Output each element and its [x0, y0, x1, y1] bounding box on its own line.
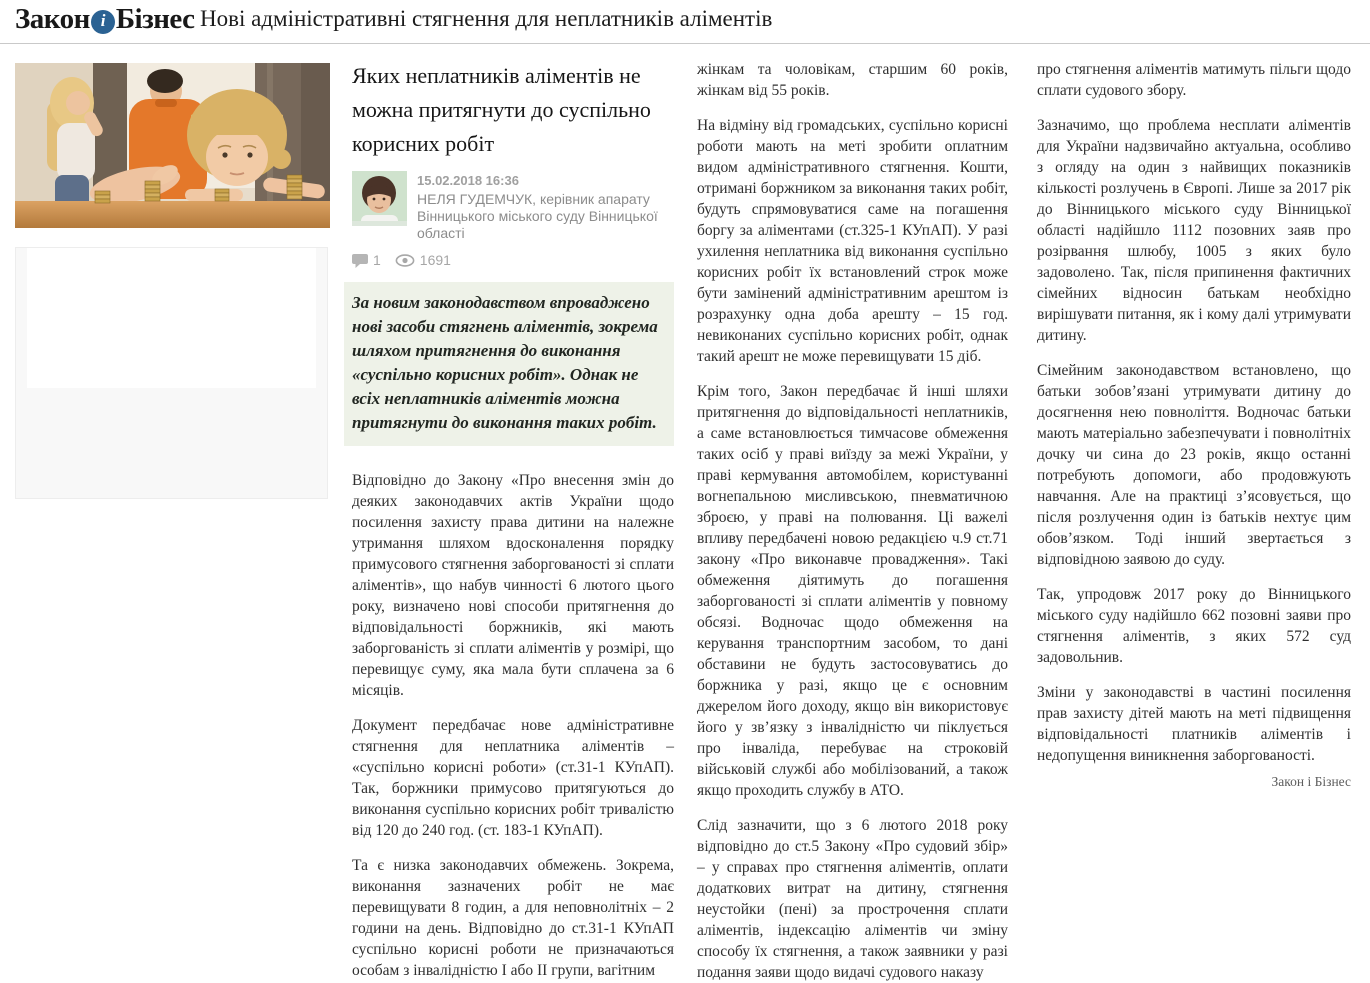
article-stats	[352, 252, 674, 268]
eye-icon	[395, 254, 415, 267]
article-paragraph: Так, упродовж 2017 року до Вінницького міського суду надійшло 662 позовні заяви про стягнення аліментів, з яких 572 суд задовольнив.	[1037, 586, 1351, 666]
article-source: Закон і Бізнес	[1271, 774, 1351, 789]
logo-i-icon: і	[91, 10, 115, 34]
article-column-3	[1037, 59, 1351, 790]
article-paragraph: про стягнення аліментів матимуть пільги щодо сплати судового збору.	[1037, 61, 1351, 99]
article-paragraph: Сімейним законодавством встановлено, що батьки зобов’язані утримувати дитину до досягнення нею повноліття. Водночас батьки мають матеріально забезпечувати і повнолітніх дочку чи сина до 23 років, якщо останні потребують допомоги, або продовжують навчання. Але на практиці з’ясовується, що після розлучення один із батьків нехтує цим обов’язком. Тоді інший звертається з відповідною заявою до суду.	[1037, 362, 1351, 568]
views-count: 1691	[419, 252, 451, 268]
article-column-1	[352, 59, 674, 981]
article-paragraph: Зміни у законодавстві в частині посилення прав захисту дітей мають на меті підвищення відповідальності платників аліментів і недопущення виникнення заборгованості.	[1037, 684, 1351, 764]
article-column-2	[697, 59, 1008, 983]
article-photo	[15, 63, 330, 228]
article-lead: За новим законодавством впроваджено нові засоби стягнень аліментів, зокрема шляхом притягнення до виконання «суспільно корисних робіт». Однак не всіх неплатників аліментів можна притягнути до виконання таких робіт.	[344, 282, 674, 446]
article-headline: Яких неплатників аліментів не можна притягнути до суспільно корисних робіт	[352, 63, 651, 156]
site-logo[interactable]	[15, 3, 195, 36]
article-paragraph: Та є низка законодавчих обмежень. Зокрема, виконання зазначених робіт не має перевищувати 8 годин, а для неповнолітніх – 2 години на день. Відповідно до ст.31-1 КУпАП суспільно корисні роботи не призначаються особам з інвалідністю I або II групи, вагітним	[352, 857, 674, 979]
logo-text-biznes: Бізнес	[115, 3, 195, 35]
comments-stat[interactable]	[352, 252, 381, 268]
article-paragraph: Документ передбачає нове адміністративне стягнення для неплатника аліментів – «суспільно корисні роботи» (ст.31-1 КУпАП). Так, боржники примусово притягуються до виконання суспільно корисних робіт тривалістю від 120 до 240 год. (ст. 183-1 КУпАП).	[352, 717, 674, 839]
comments-count: 1	[373, 252, 381, 268]
speech-bubble-icon	[352, 253, 368, 268]
ad-placeholder	[15, 247, 328, 499]
article-paragraph: Крім того, Закон передбачає й інші шляхи притягнення до відповідальності неплатників, а саме встановлюється тимчасове обмеження таких осіб у праві виїзду за межі України, у праві кермування автомобілем, користуванні вогнепальною мисливською, пневматичною зброєю, у праві на полювання. Ці важелі впливу передбачені новою редакцією ч.9 ст.71 закону «Про виконавче провадження». Такі обмеження діятимуть до погашення заборгованості зі сплати аліментів у повному обсязі. Водночас щодо обмеження на керування транспортним засобом, то дані обставини не будуть застосовуватись до боржника у разі, якщо це є основним джерелом його доходу, якщо він використовує його у зв’язку з інвалідністю чи піклується про інваліда, перебуває на строковій військовій службі або мобілізований, а також якщо проходить службу в АТО.	[697, 383, 1008, 799]
article-meta	[352, 171, 674, 242]
page-title: Нові адміністративні стягнення для неплатників аліментів	[200, 6, 773, 31]
article-body-column-1	[352, 470, 674, 981]
author-avatar	[352, 171, 407, 226]
article-body-column-2	[697, 59, 1008, 983]
header	[0, 0, 1370, 44]
ad-placeholder-inner	[27, 248, 316, 388]
article-body-column-3	[1037, 59, 1351, 766]
article-paragraph: Зазначимо, що проблема несплати аліментів для України надзвичайно актуальна, особливо з огляду на один з найвищих показників кількості розлучень в Європі. Лише за 2017 рік до Вінницького міського суду Вінницької області надійшло 1112 позовних заяв про розірвання шлюбу, 1005 з яких було задоволено. Так, після припинення фактичних сімейних відносин батькам необхідно вирішувати питання, як і кому далі утримувати дитину.	[1037, 117, 1351, 344]
article-paragraph: жінкам та чоловікам, старшим 60 років, жінкам від 55 років.	[697, 61, 1008, 99]
media-column	[15, 63, 330, 499]
logo-text-zakon: Закон	[15, 3, 90, 35]
article-paragraph: Відповідно до Закону «Про внесення змін до деяких законодавчих актів України щодо посилення захисту права дитини на належне утримання шляхом вдосконалення порядку примусового стягнення заборгованості зі сплати аліментів», що набув чинності 6 лютого цього року, визначено нові способи притягнення до відповідальності боржників, які мають заборгованість зі сплати аліментів у розмірі, що перевищує суму, яка мала бути сплачена за 6 місяців.	[352, 472, 674, 699]
views-stat	[395, 252, 451, 268]
article-paragraph: Слід зазначити, що з 6 лютого 2018 року відповідно до ст.5 Закону «Про судовий збір» – у справах про стягнення аліментів, оплати додаткових витрат на дитину, стягнення неустойки (пені) за прострочення сплати аліментів, індексацію аліментів чи зміну способу їх стягнення, а також заявники у разі подання заяви щодо видачі судового наказу	[697, 817, 1008, 981]
article-paragraph: На відміну від громадських, суспільно корисні роботи мають на меті зробити оплатним видом адміністративного стягнення. Кошти, отримані боржником за виконання таких робіт, будуть спрямовуватися саме на погашення боргу за аліментами (ст.325-1 КУпАП). У разі ухилення неплатника від виконання суспільно корисних робіт їх встановлений строк може бути замінений адміністративним арештом із розрахунку одна доба арешту – 15 год. невиконаних суспільно корисних робіт, однак такий арешт не може перевищувати 15 діб.	[697, 117, 1008, 365]
author-name: НЕЛЯ ГУДЕМЧУК, керівник апарату Вінницького міського суду Вінницької області	[417, 191, 658, 241]
publish-date: 15.02.2018 16:36	[417, 173, 519, 188]
author-block	[417, 171, 674, 242]
